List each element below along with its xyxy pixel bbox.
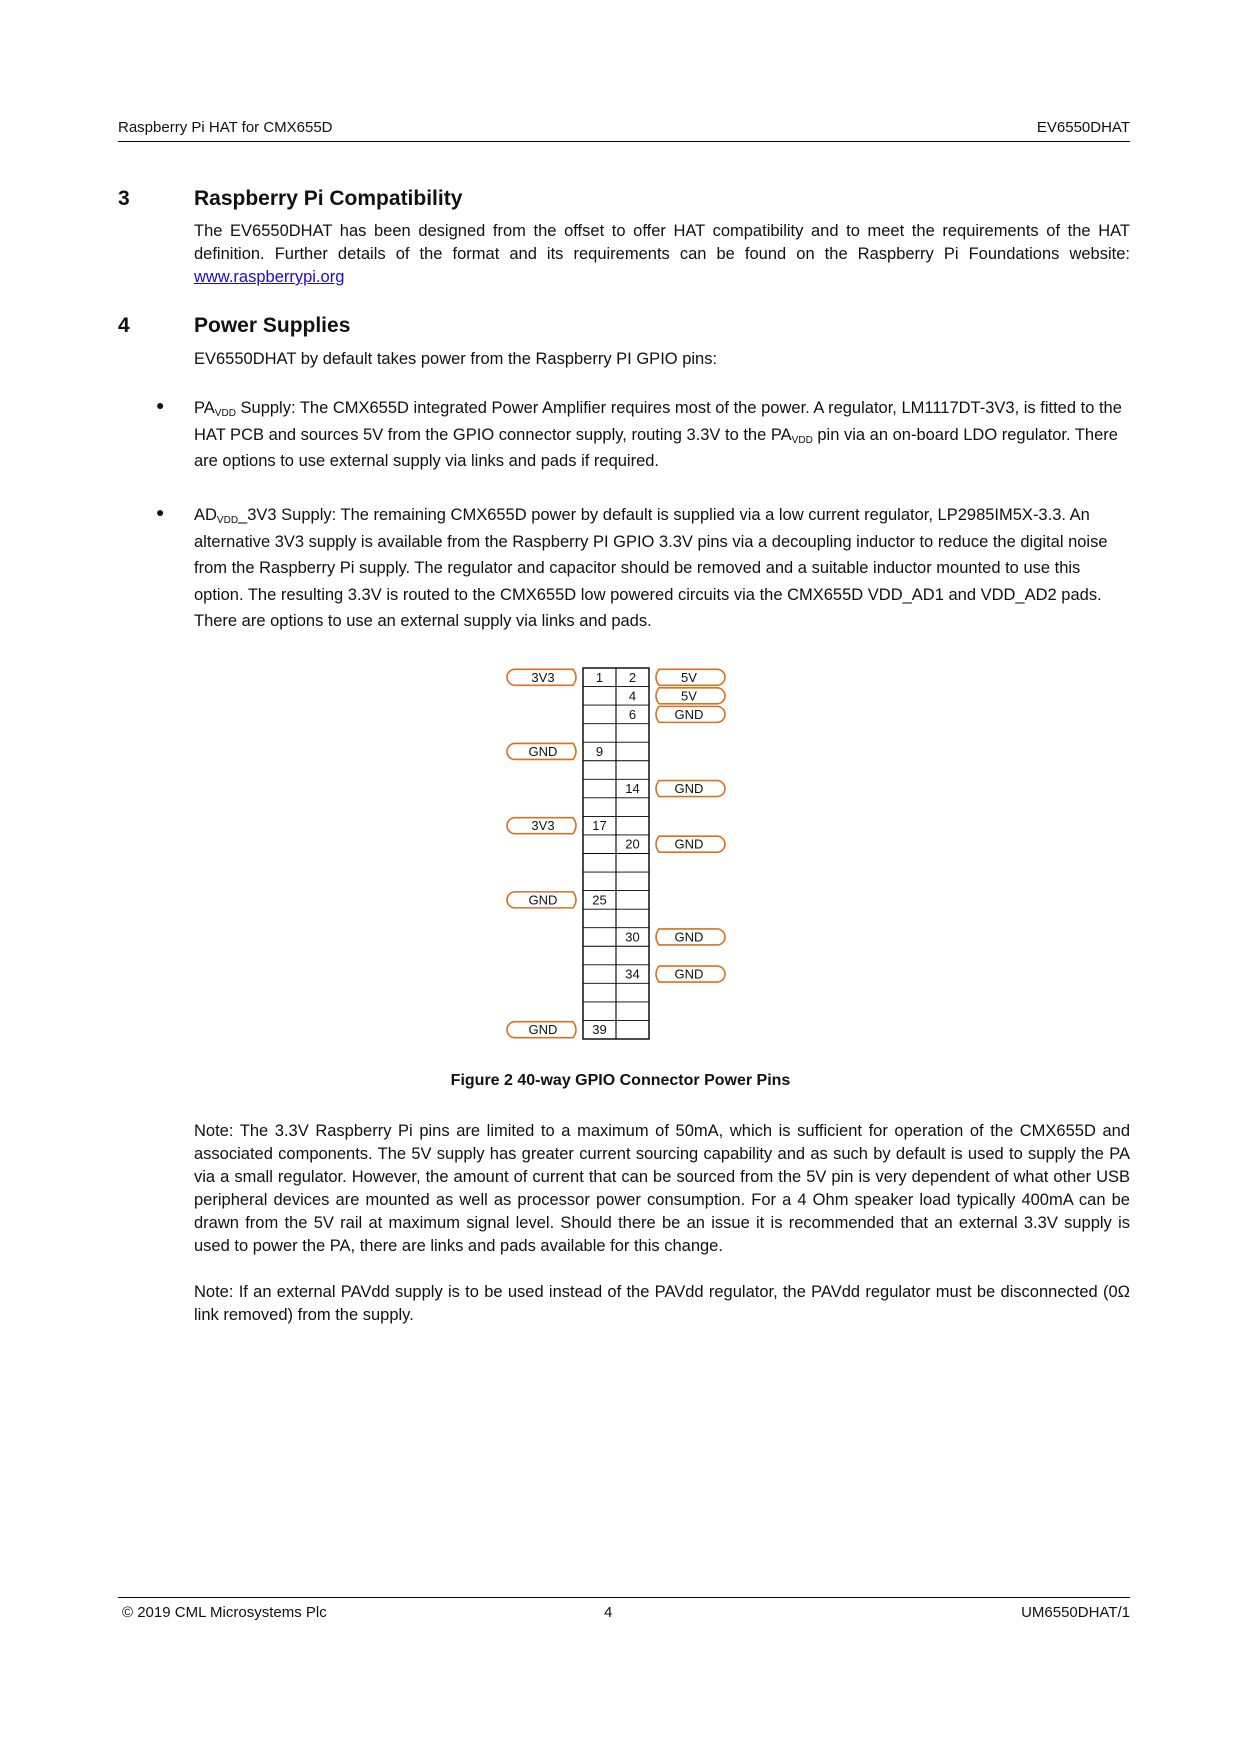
left-pin-label-17: 3V3 (531, 818, 555, 834)
pin-number-4: 4 (628, 688, 637, 704)
right-pin-label-30: GND (674, 929, 704, 945)
pin-number-20: 20 (625, 836, 640, 852)
page-header (118, 119, 1130, 142)
right-pin-label-14: GND (674, 781, 704, 797)
pa-text: PA (194, 399, 215, 417)
pin-number-25: 25 (592, 892, 607, 908)
section-4-intro: EV6550DHAT by default takes power from the Raspberry PI GPIO pins: (194, 350, 718, 368)
section-3-number: 3 (118, 187, 130, 210)
right-pin-label-20: GND (674, 836, 704, 852)
ad-text: AD (194, 506, 217, 524)
bullet-1-text (194, 395, 1130, 475)
section-3-title: Raspberry Pi Compatibility (194, 187, 463, 210)
right-pin-label-4: 5V (681, 688, 697, 704)
pin-number-17: 17 (592, 818, 607, 834)
pin-number-34: 34 (625, 966, 640, 982)
pin-number-30: 30 (625, 929, 640, 945)
gpio-connector-figure (500, 660, 760, 1060)
section-3-body (194, 220, 1130, 289)
pin-number-14: 14 (625, 781, 640, 797)
page-footer (118, 1597, 1130, 1624)
vdd-subscript: VDD (216, 515, 239, 526)
pin-number-6: 6 (628, 706, 637, 722)
section-4-title: Power Supplies (194, 314, 351, 337)
bullet-2-marker: ● (156, 504, 165, 520)
right-pin-label-34: GND (674, 966, 704, 982)
left-pin-label-25: GND (528, 892, 558, 908)
right-pin-label-2: 5V (681, 669, 697, 685)
bullet-1-part-b: pin via an on-board LDO regulator. There are options to use external supply via links and pads if required. (194, 425, 1118, 470)
bullet-2-part-a: _3V3 Supply: The remaining CMX655D power by default is supplied via a low current regulator, LP2985IM5X-3.3. An alternative 3V3 supply is available from the Raspberry PI GPIO 3.3V pins via a decoupling inductor to reduce the digital noise from the Raspberry Pi supply. The regulator and capacitor should be removed and a suitable inductor mounted to use this option. The resulting 3.3V is routed to the CMX655D low powered circuits via the CMX655D VDD_AD1 and VDD_AD2 pads. There are options to use an external supply via links and pads. (194, 506, 1108, 630)
footer-doc-id: UM6550DHAT/1 (1021, 1604, 1130, 1621)
pin-number-39: 39 (592, 1022, 607, 1038)
pin-number-9: 9 (595, 743, 604, 759)
pin-number-1: 1 (595, 669, 604, 685)
section-4-number: 4 (118, 314, 130, 337)
bullet-1-part-a: Supply: The CMX655D integrated Power Amplifier requires most of the power. A regulator, LM1117DT-3V3, is fitted to the HAT PCB and sources 5V from the GPIO connector supply, routing 3.3V to the PA (194, 399, 1122, 444)
raspberrypi-link[interactable]: www.raspberrypi.org (194, 268, 345, 286)
footer-page-number: 4 (604, 1604, 613, 1621)
bullet-2-text (194, 502, 1130, 635)
gpio-connector-diagram (500, 660, 760, 1060)
footer-copyright: © 2019 CML Microsystems Plc (122, 1604, 327, 1621)
left-pin-label-39: GND (528, 1022, 558, 1038)
section-3-text: The EV6550DHAT has been designed from the offset to offer HAT compatibility and to meet the requirements of the HAT definition. Further details of the format and its requirements can be found on the Raspberry Pi Foundations website: (194, 222, 1130, 263)
header-part-number: EV6550DHAT (1036, 119, 1130, 136)
bullet-1-marker: ● (156, 397, 165, 413)
header-doc-title: Raspberry Pi HAT for CMX655D (118, 119, 333, 136)
figure-caption: Figure 2 40-way GPIO Connector Power Pins (450, 1072, 791, 1089)
left-pin-label-1: 3V3 (531, 669, 555, 685)
vdd-subscript: VDD (214, 408, 236, 419)
pin-number-2: 2 (628, 669, 637, 685)
vdd-subscript: VDD (791, 434, 813, 446)
left-pin-label-9: GND (528, 743, 558, 759)
note-1: Note: The 3.3V Raspberry Pi pins are limited to a maximum of 50mA, which is sufficient for operation of the CMX655D and associated components. The 5V supply has greater current sourcing capability and as such by default is used to supply the PA via a small regulator. However, the amount of current that can be sourced from the 5V pin is very dependent of what other USB peripheral devices are mounted as well as processor power consumption. For a 4 Ohm speaker load typically 400mA can be drawn from the 5V rail at maximum signal level. Should there be an issue it is recommended that an external 3.3V supply is used to power the PA, there are links and pads available for this change. (194, 1122, 1130, 1255)
note-2: Note: If an external PAVdd supply is to be used instead of the PAVdd regulator, the PAVdd regulator must be disconnected (0Ω link removed) from the supply. (194, 1283, 1130, 1324)
right-pin-label-6: GND (674, 706, 704, 722)
